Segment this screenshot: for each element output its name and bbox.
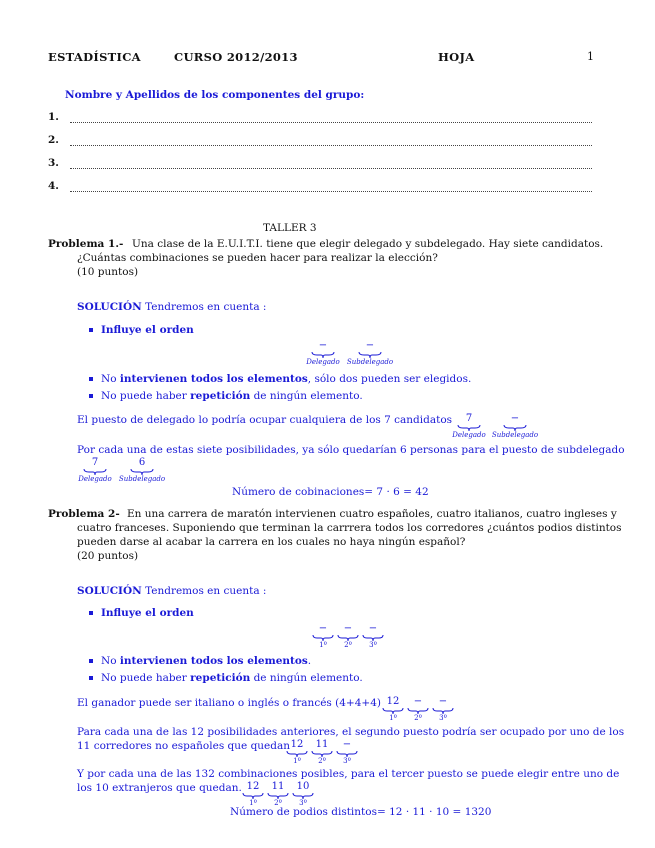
- p2-slot-1: − 1º: [311, 623, 335, 649]
- p1-slot-7b: 7 Delegado: [78, 457, 112, 483]
- p2-statement-3: pueden darse al acabar la carrera en los cuales no haya ningún español?: [77, 536, 466, 548]
- p2-points: (20 puntos): [77, 550, 139, 562]
- group-line-3[interactable]: [70, 160, 592, 169]
- p1-slot-delegado: − Delegado: [306, 340, 340, 366]
- p1-label: Problema 1.-: [48, 238, 124, 250]
- bullet-icon: [89, 328, 93, 332]
- bullet-icon: [89, 394, 93, 398]
- p1-solution-heading: SOLUCIÓN Tendremos en cuenta :: [77, 301, 267, 313]
- header-subject: ESTADÍSTICA: [48, 50, 141, 64]
- p2-line-2a: Para cada una de las 12 posibilidades anteriores, el segundo puesto podría ser ocupado por uno de los: [77, 726, 625, 738]
- group-line-2[interactable]: [70, 137, 592, 146]
- p2-line1-slot-12: 12 1º: [381, 696, 405, 722]
- p2-line3-slot-11: 11 2º: [266, 781, 290, 807]
- p2-line1-slot-3: − 3º: [431, 696, 455, 722]
- header-sheet: HOJA: [438, 50, 475, 64]
- p1-bullet-elements: No intervienen todos los elementos, sólo dos pueden ser elegidos.: [89, 373, 471, 386]
- page-number: 1: [587, 50, 594, 63]
- p1-slot-6: 6 Subdelegado: [118, 457, 166, 483]
- p2-line2-slot-3: − 3º: [335, 739, 359, 765]
- p2-solution-heading: SOLUCIÓN Tendremos en cuenta :: [77, 585, 267, 597]
- bullet-icon: [89, 377, 93, 381]
- p2-line1-slot-2: − 2º: [406, 696, 430, 722]
- p2-slot-2: − 2º: [336, 623, 360, 649]
- p2-result: Número de podios distintos= 12 · 11 · 10 = 1320: [230, 806, 492, 818]
- p2-line3-slot-10: 10 3º: [291, 781, 315, 807]
- p2-bullet-repetition: No puede haber repetición de ningún elemento.: [89, 672, 363, 685]
- group-row-1: 1.: [48, 111, 59, 123]
- p1-statement-2: ¿Cuántas combinaciones se pueden hacer para realizar la elección?: [77, 252, 438, 264]
- group-row-2: 2.: [48, 134, 59, 146]
- bullet-icon: [89, 659, 93, 663]
- p2-line2-slot-11: 11 2º: [310, 739, 334, 765]
- bullet-icon: [89, 611, 93, 615]
- p2-statement-1: En una carrera de maratón intervienen cuatro españoles, cuatro italianos, cuatro ingleses y: [127, 508, 617, 520]
- p2-line-2b: 11 corredores no españoles que quedan: [77, 740, 291, 752]
- group-title: Nombre y Apellidos de los componentes del grupo:: [65, 89, 365, 101]
- group-line-1[interactable]: [70, 114, 592, 123]
- p2-slot-3: − 3º: [361, 623, 385, 649]
- p1-slot-sub-blank: − Subdelegado: [491, 413, 539, 439]
- header-course: CURSO 2012/2013: [174, 50, 298, 64]
- p2-line-3b: los 10 extranjeros que quedan.: [77, 782, 242, 794]
- p1-points: (10 puntos): [77, 266, 139, 278]
- p2-line-1: El ganador puede ser italiano o inglés o francés (4+4+4): [77, 697, 381, 709]
- p2-line2-slot-12: 12 1º: [285, 739, 309, 765]
- group-line-4[interactable]: [70, 183, 592, 192]
- p2-bullet-elements: No intervienen todos los elementos.: [89, 655, 311, 668]
- p1-bullet-repetition: No puede haber repetición de ningún elemento.: [89, 390, 363, 403]
- p1-line-2: Por cada una de estas siete posibilidades, ya sólo quedarían 6 personas para el puesto de subdelegado: [77, 444, 625, 456]
- p1-bullet-order: Influye el orden: [89, 324, 194, 337]
- p1-slot-7: 7 Delegado: [452, 413, 486, 439]
- p2-label: Problema 2-: [48, 508, 120, 520]
- p1-result: Número de cobinaciones= 7 · 6 = 42: [232, 486, 429, 498]
- p2-statement-2: cuatro franceses. Suponiendo que terminan la carrrera todos los corredores ¿cuántos podios distintos: [77, 522, 622, 534]
- p2-line3-slot-12: 12 1º: [241, 781, 265, 807]
- taller-title: TALLER 3: [263, 222, 317, 234]
- group-row-4: 4.: [48, 180, 59, 192]
- p1-line-1: El puesto de delegado lo podría ocupar cualquiera de los 7 candidatos: [77, 414, 453, 426]
- p1-slot-subdelegado: − Subdelegado: [346, 340, 394, 366]
- group-row-3: 3.: [48, 157, 59, 169]
- bullet-icon: [89, 676, 93, 680]
- p2-line-3a: Y por cada una de las 132 combinaciones posibles, para el tercer puesto se puede elegir entre uno de: [77, 768, 620, 780]
- p1-statement-1: Una clase de la E.U.I.T.I. tiene que elegir delegado y subdelegado. Hay siete candidatos.: [132, 238, 604, 250]
- p2-bullet-order: Influye el orden: [89, 607, 194, 620]
